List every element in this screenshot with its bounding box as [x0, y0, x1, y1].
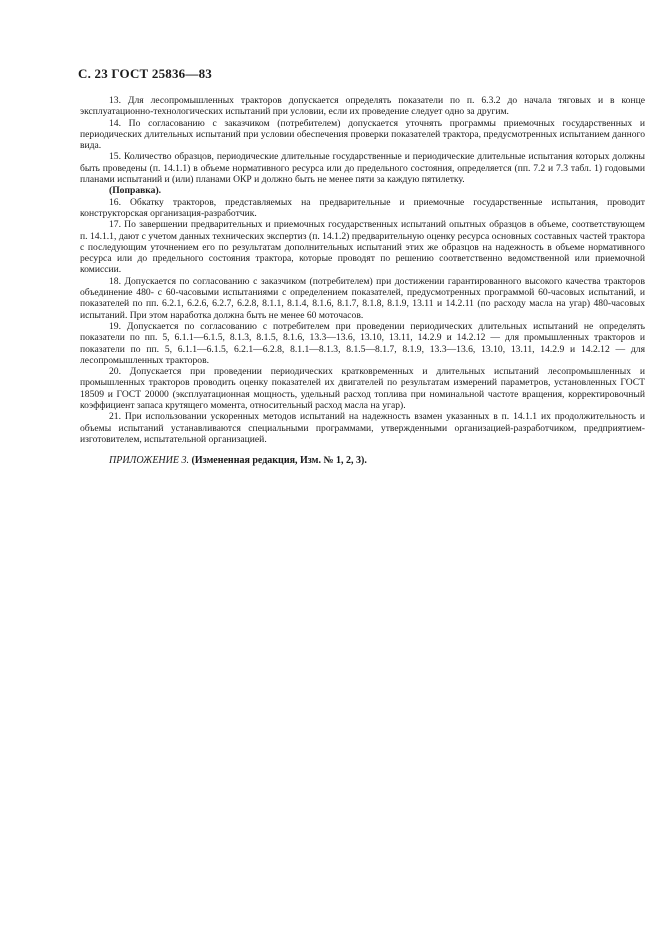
appendix-title: ПРИЛОЖЕНИЕ 3.: [109, 455, 189, 467]
paragraph-20: 20. Допускается при проведении периодических кратковременных и длительных испытаний лесопромышленных и промышленных тракторов проводить оценку показателей их двигателей по результатам измерений параметров, установленных ГОСТ 18509 и ГОСТ 20000 (эксплуатационная мощность, удельный расход топлива при номинальной частоте вращения, корректировочный коэффициент запаса крутящего момента, относительный расход масла на угар).: [80, 366, 645, 412]
paragraph-15: 15. Количество образцов, периодические длительные государственные и периодические длительные испытания которых должны быть проведены (п. 14.1.1) в объеме нормативного ресурса или до предельного состояния, определяется (пп. 7.2 и 7.3 табл. 1) годовыми планами испытаний и (или) планами ОКР и должно быть не менее пяти за каждую пятилетку.: [80, 151, 645, 186]
correction-note: (Поправка).: [109, 185, 162, 197]
paragraph-18: 18. Допускается по согласованию с заказчиком (потребителем) при достижении гарантированного высокого качества тракторов объединение 480- с 60-часовыми испытаниями с определением показателей, предусмотренных программой 60-часовых испытаний, и показателей по пп. 6.2.1, 6.2.6, 6.2.7, 6.2.8, 8.1.1, 8.1.4, 8.1.6, 8.1.7, 8.1.8, 8.1.9, 13.11 и 14.2.11 (по расходу масла на угар) 480-часовых испытаний. При этом наработка должна быть не менее 60 моточасов.: [80, 275, 645, 321]
appendix-line: [80, 455, 645, 466]
document-body: [80, 95, 645, 467]
paragraph-13: 13. Для лесопромышленных тракторов допускается определять показатели по п. 6.3.2 до начала тяговых и в конце эксплуатационно-технологических испытаний при условии, если их проведение следует одно за другим.: [80, 95, 645, 118]
paragraph-19: 19. Допускается по согласованию с потребителем при проведении периодических длительных испытаний не определять показатели по пп. 5, 6.1.1—6.1.5, 8.1.3, 8.1.5, 8.1.6, 13.3—13.6, 13.10, 13.11, 14.2.9 и 14.2.12 — для промышленных тракторов и показатели по пп. 5, 6.1.1—6.1.5, 6.2.1—6.2.8, 8.1.1—8.1.3, 8.1.5—8.1.7, 8.1.9, 13.3—13.6, 13.10, 13.11, 14.2.9 и 14.2.12 — для лесопромышленных тракторов.: [80, 320, 645, 366]
paragraph-16: 16. Обкатку тракторов, представляемых на предварительные и приемочные государственные испытания, проводит конструкторская организация-разработчик.: [80, 196, 645, 219]
paragraph-17: 17. По завершении предварительных и приемочных государственных испытаний опытных образцов в объеме, соответствующем п. 14.1.1, дают с учетом данных технических экспертиз (п. 14.1.2) предварительную оценку ресурса основных составных частей трактора с последующим уточнением его по результатам дополнительных испытаний этих же образцов на надежность в объеме нормативного ресурса или до предельного состояния трактора, которые проводят по решению соответственно ведомственной или приемочной комиссии.: [80, 219, 645, 276]
paragraph-14: 14. По согласованию с заказчиком (потребителем) допускается уточнять программы приемочных государственных и периодических длительных испытаний при условии обеспечения проверки показателей трактора, предусмотренных испытанием данного вида.: [80, 117, 645, 152]
page-header: С. 23 ГОСТ 25836—83: [78, 66, 212, 81]
paragraph-21: 21. При использовании ускоренных методов испытаний на надежность взамен указанных в п. 14.1.1 их продолжительность и объемы испытаний устанавливаются специальными программами, утвержденными организацией-разработчиком, предприятием-изготовителем, испытательной организацией.: [80, 411, 645, 445]
appendix-note: (Измененная редакция, Изм. № 1, 2, 3).: [191, 455, 367, 467]
